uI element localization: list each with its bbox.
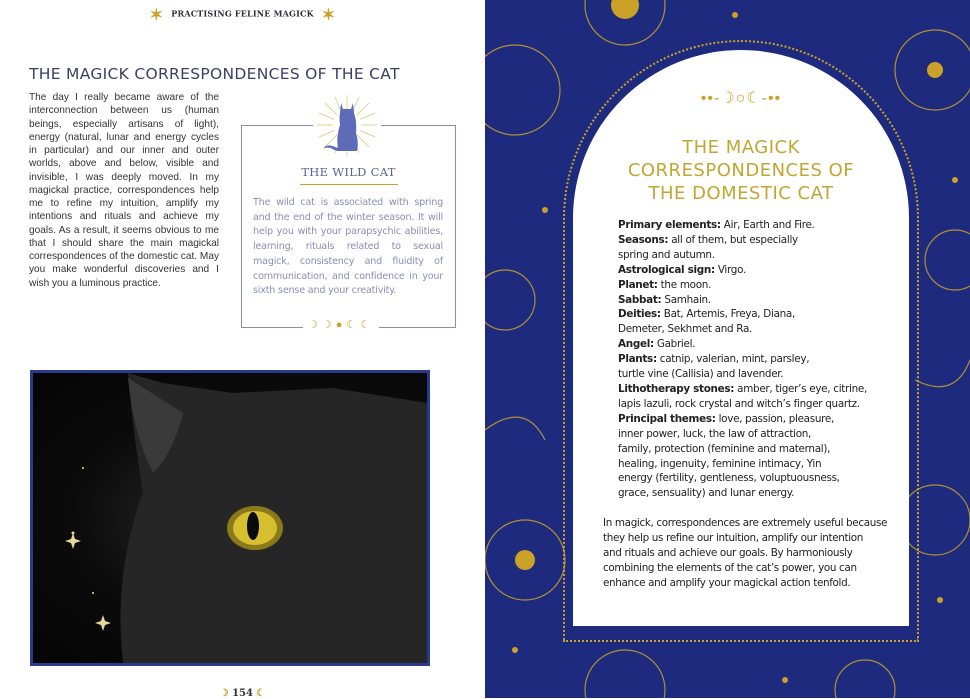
sidebar-text: The wild cat is associated with spring and the end of the winter season. It will help you with your parapsychic abilities, learning, rituals related to sexual magick, consistency and fluidity of communication, and confidence in your sixth sense and your creativity. [253,197,443,297]
correspondence-item [618,337,888,352]
page-number: ☽ 154 ☾ [219,688,266,699]
correspondence-item [618,263,888,278]
correspondence-item [618,278,888,293]
left-page [0,0,485,698]
triple-moon-ornament: ••-☽○☾-•• [700,90,782,107]
correspondences-title: THE MAGICK CORRESPONDENCES OF THE DOMESTIC CAT [627,137,855,204]
right-page [485,0,970,698]
correspondence-label: Planet: [618,278,658,291]
black-cat-photo [30,370,430,666]
correspondences-list [618,218,888,501]
correspondence-label: Angel: [618,338,654,351]
intro-paragraph: The day I really became aware of the interconnection between us (human beings, especially artisans of light), energy (natural, lunar and energy cycles in particular) and our inner and outer worlds, above and below, visible and invisible, I was deeply moved. In my magickal practice, correspondences help me to refine my intuition, amplify my intentions and rituals and achieve my goals. As a result, it seems obvious to me that I should share the main magickal correspondences of the domestic cat. May you make wonderful discoveries and I wish you a luminous practice. [29,92,219,289]
correspondence-value: love, passion, pleasure, inner power, luck, the law of attraction, family, protection (feminine and maternal), healing, ingenuity, feminine intimacy, Yin energy (fertility, gentleness, voluptuousness, grace, sensuality) and lunar energy. [618,412,840,500]
correspondence-value: Gabriel. [653,338,696,351]
correspondence-value: the moon. [657,278,712,291]
cat-icon [313,93,381,158]
correspondence-value: Air, Earth and Fire. [720,219,815,231]
running-head-text: PRACTISING FELINE MAGICK [171,8,314,19]
star-icon: ✶ [321,5,336,24]
correspondence-value: catnip, valerian, mint, parsley, turtle vine (Callisia) and lavender. [618,353,810,381]
correspondence-label: Plants: [618,353,657,366]
correspondence-label: Primary elements: [618,219,721,231]
correspondence-label: Deities: [618,308,661,321]
correspondence-item [618,218,888,233]
correspondence-label: Lithotherapy stones: [618,382,735,395]
correspondence-item [618,382,888,412]
star-icon: ✶ [149,5,164,24]
correspondence-label: Astrological sign: [618,263,715,276]
correspondence-label: Seasons: [618,233,669,246]
correspondence-item [618,412,888,501]
correspondence-item [618,293,888,308]
correspondence-label: Principal themes: [618,412,716,425]
moon-phases-ornament: ☽☽●☾☾ [303,318,379,331]
correspondence-label: Sabbat: [618,293,662,306]
running-head [0,5,485,24]
correspondence-item [618,352,888,382]
page-title: THE MAGICK CORRESPONDENCES OF THE CAT [29,65,400,83]
closing-paragraph: In magick, correspondences are extremely useful because they help us refine our intuition, amplify our intention and rituals and achieve our goals. By harmoniously combining the elements of the cat’s power, you can enhance and amplify your magickal action tenfold. [603,517,888,589]
correspondence-value: all of them, but especially spring and autumn. [618,233,798,261]
page-number-text: 154 [232,688,253,699]
correspondence-value: Virgo. [714,263,746,276]
correspondence-value: Samhain. [661,293,711,306]
correspondence-item [618,233,888,263]
correspondence-value: Bat, Artemis, Freya, Diana, Demeter, Sekhmet and Ra. [618,308,795,336]
divider [300,184,398,185]
sidebar-title: THE WILD CAT [301,165,396,179]
correspondence-value: amber, tiger’s eye, citrine, lapis lazuli, rock crystal and witch’s finger quartz. [618,382,867,410]
correspondence-item [618,307,888,337]
